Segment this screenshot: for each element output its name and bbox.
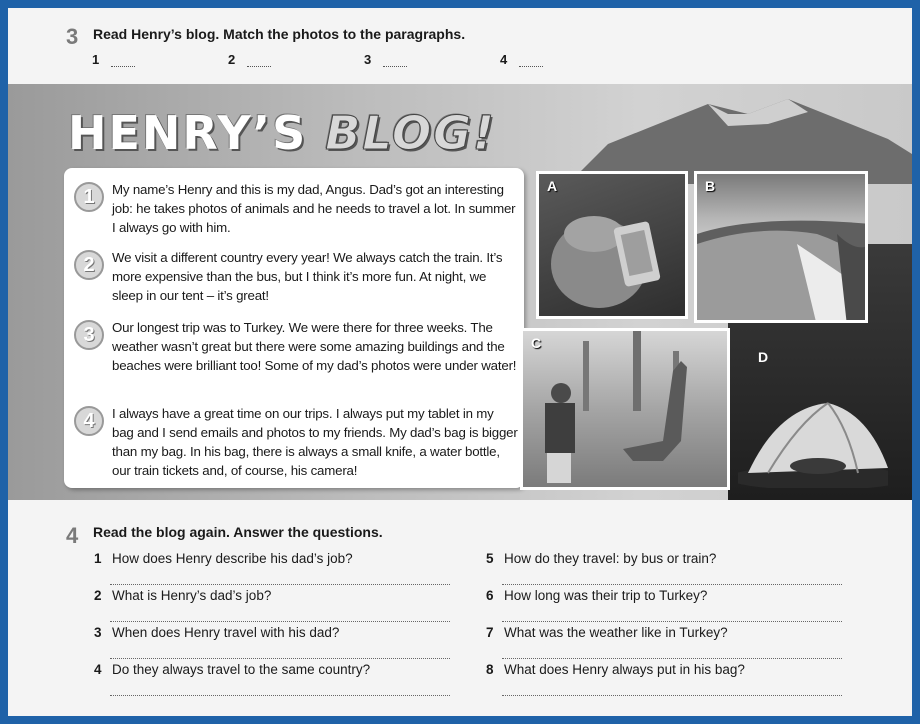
paragraph-text: I always have a great time on our trips. I always put my tablet in my bag and I send emails and photos to my friends. My dad’s bag is bigger than my bag. In his bag, there is always a small knife, a water bottle, our train tickets and, of course, his camera! bbox=[112, 406, 518, 478]
question-text: How long was their trip to Turkey? bbox=[504, 588, 708, 603]
match-blank[interactable] bbox=[111, 55, 135, 67]
match-blank[interactable] bbox=[247, 55, 271, 67]
question-text: What was the weather like in Turkey? bbox=[504, 625, 728, 640]
match-answer-row bbox=[92, 52, 636, 67]
answer-line[interactable] bbox=[502, 658, 842, 659]
question-number: 1 bbox=[94, 551, 102, 566]
match-slot-number: 2 bbox=[228, 52, 236, 67]
match-blank[interactable] bbox=[383, 55, 407, 67]
exercise-3-number: 3 bbox=[66, 24, 79, 49]
question-number: 5 bbox=[486, 551, 494, 566]
paragraph-text: My name’s Henry and this is my dad, Angus. Dad’s got an interesting job: he takes photos of animals and he needs to travel a lot. In summer I always go with him. bbox=[112, 182, 516, 235]
backpack-illustration bbox=[539, 174, 688, 319]
answer-line[interactable] bbox=[110, 695, 450, 696]
question-number: 4 bbox=[94, 662, 102, 677]
mountain-photo bbox=[568, 84, 912, 184]
paragraph-number-badge: 3 bbox=[74, 320, 104, 350]
blog-title-word1: HENRY’S bbox=[68, 106, 308, 160]
beach-illustration bbox=[697, 174, 868, 323]
photo-b-beach bbox=[694, 171, 868, 323]
match-slot-number: 1 bbox=[92, 52, 100, 67]
question-number: 6 bbox=[486, 588, 494, 603]
blog-text-panel bbox=[64, 168, 524, 488]
question-text: Do they always travel to the same country? bbox=[112, 662, 371, 677]
answer-line[interactable] bbox=[110, 621, 450, 622]
question-text: How does Henry describe his dad’s job? bbox=[112, 551, 353, 566]
question-number: 8 bbox=[486, 662, 494, 677]
answer-line[interactable] bbox=[502, 695, 842, 696]
match-slot[interactable] bbox=[500, 52, 636, 67]
photo-c-giraffe bbox=[520, 328, 730, 490]
blog-paragraph bbox=[74, 180, 518, 237]
exercise-4-number: 4 bbox=[66, 523, 79, 548]
question bbox=[486, 662, 745, 677]
paragraph-number-badge: 2 bbox=[74, 250, 104, 280]
photo-a-backpack bbox=[536, 171, 688, 319]
match-slot-number: 3 bbox=[364, 52, 372, 67]
match-blank[interactable] bbox=[519, 55, 543, 67]
blog-title-word2: BLOG! bbox=[325, 106, 496, 160]
question-text: How do they travel: by bus or train? bbox=[504, 551, 717, 566]
question bbox=[94, 662, 370, 677]
photo-label: D bbox=[758, 349, 769, 365]
match-slot[interactable] bbox=[228, 52, 364, 67]
match-slot-number: 4 bbox=[500, 52, 508, 67]
question-text: When does Henry travel with his dad? bbox=[112, 625, 340, 640]
photo-label: C bbox=[531, 335, 542, 351]
question-text: What is Henry’s dad’s job? bbox=[112, 588, 272, 603]
question bbox=[486, 551, 716, 566]
answer-line[interactable] bbox=[110, 584, 450, 585]
question-number: 7 bbox=[486, 625, 494, 640]
paragraph-text: Our longest trip was to Turkey. We were there for three weeks. The weather wasn’t great but there were some amazing buildings and the beaches were brilliant too! Some of my dad’s photos were under water! bbox=[112, 320, 517, 373]
photo-label: A bbox=[547, 178, 558, 194]
blog-title bbox=[68, 106, 496, 160]
question-number: 2 bbox=[94, 588, 102, 603]
question-text: What does Henry always put in his bag? bbox=[504, 662, 745, 677]
answer-line[interactable] bbox=[502, 621, 842, 622]
match-slot[interactable] bbox=[364, 52, 500, 67]
exercise-3-instruction: Read Henry’s blog. Match the photos to the paragraphs. bbox=[93, 26, 466, 42]
match-slot[interactable] bbox=[92, 52, 228, 67]
blog-paragraph bbox=[74, 318, 518, 375]
question bbox=[486, 588, 707, 603]
paragraph-number-badge: 4 bbox=[74, 406, 104, 436]
question bbox=[486, 625, 728, 640]
question bbox=[94, 588, 271, 603]
answer-line[interactable] bbox=[502, 584, 842, 585]
question bbox=[94, 625, 339, 640]
exercise-4-instruction: Read the blog again. Answer the questions. bbox=[93, 524, 383, 540]
blog-paragraph bbox=[74, 248, 518, 305]
giraffe-illustration bbox=[523, 331, 730, 490]
paragraph-text: We visit a different country every year! We always catch the train. It’s more expensive than the bus, but I think it’s more fun. At night, we sleep in our tent – it’s great! bbox=[112, 250, 503, 303]
question bbox=[94, 551, 353, 566]
photo-d-tent bbox=[738, 388, 888, 488]
question-number: 3 bbox=[94, 625, 102, 640]
photo-label: B bbox=[705, 178, 716, 194]
paragraph-number-badge: 1 bbox=[74, 182, 104, 212]
answer-line[interactable] bbox=[110, 658, 450, 659]
worksheet-page bbox=[8, 8, 912, 716]
blog-paragraph bbox=[74, 404, 518, 480]
